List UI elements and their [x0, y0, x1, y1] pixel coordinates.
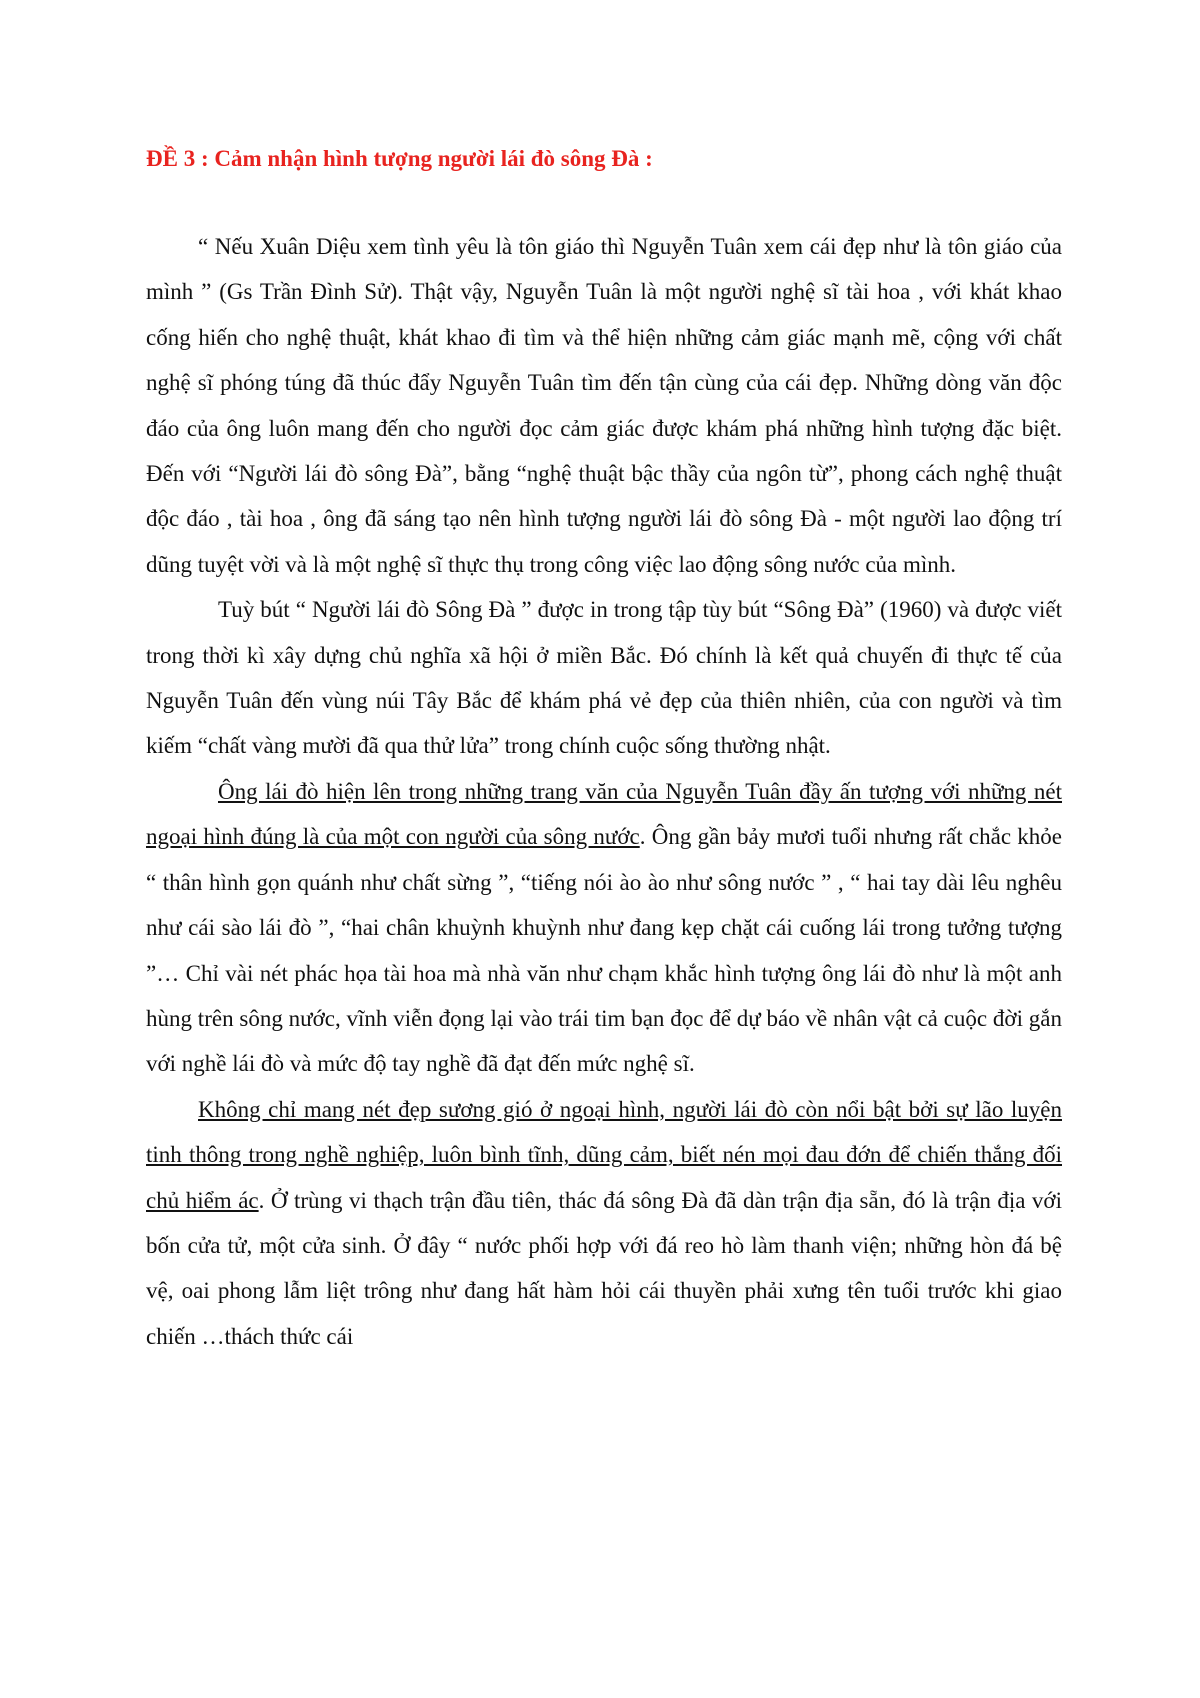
paragraph-skill-underlined: Không chỉ mang nét đẹp sương gió ở ngoại hình, người lái đò còn nổi bật bởi sự lão luyện tinh thông trong nghề nghiệp, luôn bình tĩnh, dũng cảm, biết nén mọi đau đớn để chiến thắng đối chủ hiểm ác — [146, 1096, 1062, 1213]
document-title: ĐỀ 3 : Cảm nhận hình tượng người lái đò sông Đà : — [146, 146, 653, 171]
paragraph-skill — [146, 1087, 1062, 1359]
paragraph-appearance-underlined: Ông lái đò hiện lên trong những trang văn của Nguyễn Tuân đầy ấn tượng với những nét ngoại hình đúng là của một con người của sông nước — [146, 778, 1062, 850]
paragraph-intro — [146, 224, 1062, 587]
paragraph-context-text: Tuỳ bút “ Người lái đò Sông Đà ” được in trong tập tùy bút “Sông Đà” (1960) và được viết trong thời kì xây dựng chủ nghĩa xã hội ở miền Bắc. Đó chính là kết quả chuyến đi thực tế của Nguyễn Tuân đến vùng núi Tây Bắc để khám phá vẻ đẹp của thiên nhiên, của con người và tìm kiếm “chất vàng mười đã qua thử lửa” trong chính cuộc sống thường nhật. — [146, 597, 1062, 759]
paragraph-appearance — [146, 769, 1062, 1087]
paragraph-context — [146, 587, 1062, 769]
paragraph-intro-text: “ Nếu Xuân Diệu xem tình yêu là tôn giáo thì Nguyễn Tuân xem cái đẹp như là tôn giáo của mình ” (Gs Trần Đình Sử). Thật vậy, Nguyễn Tuân là một người nghệ sĩ tài hoa , với khát khao cống hiến cho nghệ thuật, khát khao đi tìm và thể hiện những cảm giác mạnh mẽ, cộng với chất nghệ sĩ phóng túng đã thúc đẩy Nguyễn Tuân tìm đến tận cùng của cái đẹp. Những dòng văn độc đáo của ông luôn mang đến cho người đọc cảm giác được khám phá những hình tượng đặc biệt. Đến với “Người lái đò sông Đà”, bằng “nghệ thuật bậc thầy của ngôn từ”, phong cách nghệ thuật độc đáo , tài hoa , ông đã sáng tạo nên hình tượng người lái đò sông Đà - một người lao động trí dũng tuyệt vời và là một nghệ sĩ thực thụ trong công việc lao động sông nước của mình. — [146, 234, 1062, 577]
paragraph-appearance-text: . Ông gần bảy mươi tuổi nhưng rất chắc khỏe “ thân hình gọn quánh như chất sừng ”, “tiếng nói ào ào như sông nước ” , “ hai tay dài lêu nghêu như cái sào lái đò ”, “hai chân khuỳnh khuỳnh như đang kẹp chặt cái cuống lái trong tưởng tượng ”… Chỉ vài nét phác họa tài hoa mà nhà văn như chạm khắc hình tượng ông lái đò như là một anh hùng trên sông nước, vĩnh viễn đọng lại vào trái tim bạn đọc để dự báo về nhân vật cả cuộc đời gắn với nghề lái đò và mức độ tay nghề đã đạt đến mức nghệ sĩ. — [146, 824, 1062, 1077]
paragraph-skill-text: . Ở trùng vi thạch trận đầu tiên, thác đá sông Đà đã dàn trận địa sẵn, đó là trận địa với bốn cửa tử, một cửa sinh. Ở đây “ nước phối hợp với đá reo hò làm thanh viện; những hòn đá bệ vệ, oai phong lẫm liệt trông như đang hất hàm hỏi cái thuyền phải xưng tên tuổi trước khi giao chiến …thách thức cái — [146, 1187, 1062, 1349]
